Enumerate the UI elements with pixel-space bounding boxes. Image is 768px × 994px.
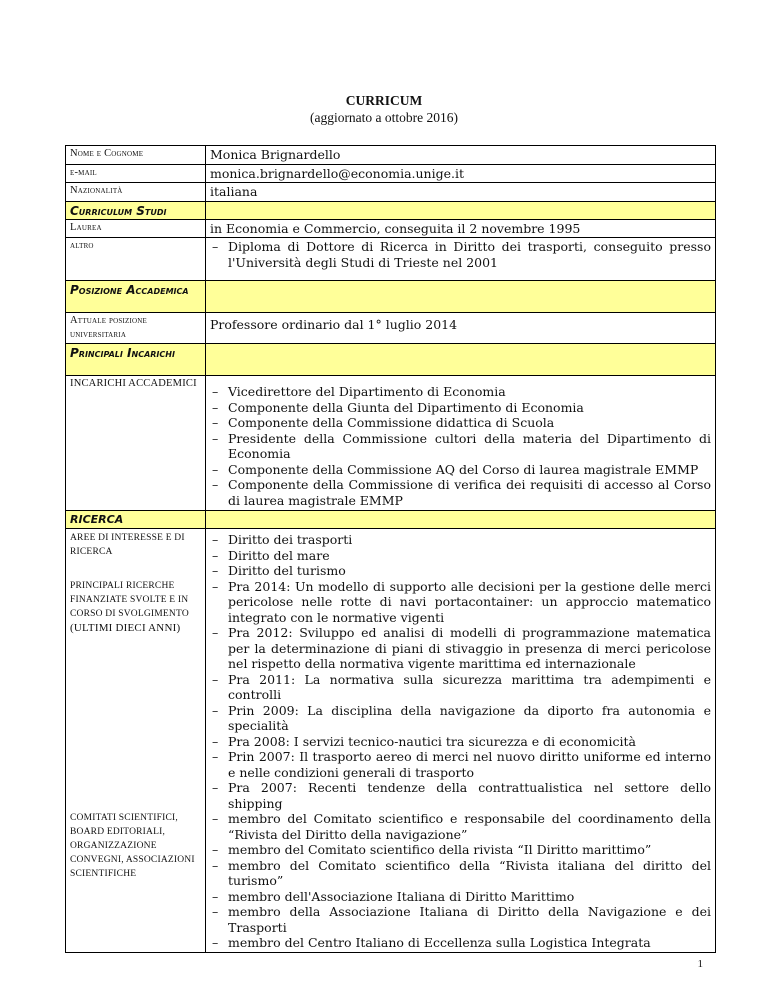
email-value[interactable]: monica.brignardello@economia.unige.it [206, 164, 716, 183]
list-item: – Componente della Commissione AQ del Corso di laurea magistrale EMMP [210, 462, 711, 478]
laurea-label: Laurea [66, 219, 206, 238]
list-item: – Componente della Giunta del Dipartimento di Economia [210, 400, 711, 416]
list-item: – membro del Centro Italiano di Eccellenza sulla Logistica Integrata [210, 935, 711, 951]
nationality-label: Nazionalità [66, 183, 206, 202]
section-roles-title: Principali Incarichi [66, 344, 206, 376]
row-altro [66, 238, 716, 281]
committees-label: COMITATI SCIENTIFICI, BOARD EDITORIALI, ORGANIZZAZIONE CONVEGNI, ASSOCIAZIONI SCIENTIFICHE [70, 813, 195, 879]
position-label-line1: Attuale posizione [70, 315, 147, 326]
row-email [66, 164, 716, 183]
document-title: CURRICUM [345, 93, 423, 108]
position-label [66, 313, 206, 344]
row-laurea [66, 219, 716, 238]
list-item: – Diritto del turismo [210, 563, 711, 579]
list-item: – Prin 2007: Il trasporto aereo di merci nel nuovo diritto uniforme ed interno e nelle condizioni generali di trasporto [210, 749, 711, 780]
altro-value [206, 238, 716, 281]
row-roles [66, 376, 716, 511]
email-label: e-mail [66, 164, 206, 183]
list-item: – Componente della Commissione didattica di Scuola [210, 415, 711, 431]
section-position-title: Posizione Accademica [66, 281, 206, 313]
list-item: – membro del Comitato scientifico della “Rivista italiana del diritto del turismo” [210, 858, 711, 889]
section-studies [66, 201, 716, 219]
list-item: – Diploma di Dottore di Ricerca in Diritto dei trasporti, conseguito presso l'Università degli Studi di Trieste nel 2001 [210, 239, 711, 270]
list-item: – Componente della Commissione di verifica dei requisiti di accesso al Corso di laurea magistrale EMMP [210, 477, 711, 508]
list-item: – Pra 2012: Sviluppo ed analisi di modelli di programmazione matematica per la determinazione di piani di stivaggio in presenza di merci pericolose nel rispetto della normativa vigente marittima ed internazionale [210, 625, 711, 672]
list-item: – Pra 2014: Un modello di supporto alle decisioni per la gestione delle merci pericolose nelle rotte di navi portacontainer: un approccio matematico integrato con le normative vigenti [210, 579, 711, 626]
areas-label: AREE DI INTERESSE E DI RICERCA [70, 533, 185, 557]
list-item: – Pra 2007: Recenti tendenze della contrattualistica nel settore dello shipping [210, 780, 711, 811]
section-research [66, 511, 716, 529]
list-item: – Pra 2011: La normativa sulla sicurezza marittima tra adempimenti e controlli [210, 672, 711, 703]
roles-label: INCARICHI ACCADEMICI [66, 376, 206, 511]
position-value: Professore ordinario dal 1° luglio 2014 [206, 313, 716, 344]
projects-label-block [70, 579, 203, 635]
name-value: Monica Brignardello [206, 146, 716, 165]
section-position-fill [206, 281, 716, 313]
row-research [66, 529, 716, 953]
list-item: – Vicedirettore del Dipartimento di Economia [210, 384, 711, 400]
section-studies-title: Curriculum Studi [66, 201, 206, 219]
roles-value [206, 376, 716, 511]
section-position [66, 281, 716, 313]
list-item: – Presidente della Commissione cultori della materia del Dipartimento di Economia [210, 431, 711, 462]
list-item: – Prin 2009: La disciplina della navigazione da diporto fra autonomia e specialità [210, 703, 711, 734]
list-item: – Diritto dei trasporti [210, 532, 711, 548]
document-subtitle: (aggiornato a ottobre 2016) [309, 110, 459, 125]
list-item: – membro della Associazione Italiana di Diritto della Navigazione e dei Trasporti [210, 904, 711, 935]
row-nationality [66, 183, 716, 202]
section-roles [66, 344, 716, 376]
cv-table [65, 145, 716, 953]
list-item: – membro dell'Associazione Italiana di Diritto Marittimo [210, 889, 711, 905]
projects-sublabel: (ULTIMI DIECI ANNI) [70, 622, 181, 634]
list-item: – Diritto del mare [210, 548, 711, 564]
section-research-fill [206, 511, 716, 529]
page-number: 1 [697, 958, 703, 970]
altro-label: altro [66, 238, 206, 281]
laurea-value: in Economia e Commercio, conseguita il 2 novembre 1995 [206, 219, 716, 238]
research-labels [66, 529, 206, 953]
position-label-line2: universitaria [70, 329, 127, 340]
section-research-title: RICERCA [66, 511, 206, 529]
list-item: – membro del Comitato scientifico della rivista “Il Diritto marittimo” [210, 842, 711, 858]
list-item: – Pra 2008: I servizi tecnico-nautici tra sicurezza e di economicità [210, 734, 711, 750]
research-value [206, 529, 716, 953]
name-label: Nome e Cognome [66, 146, 206, 165]
section-studies-fill [206, 201, 716, 219]
list-item: – membro del Comitato scientifico e responsabile del coordinamento della “Rivista del Diritto della navigazione” [210, 811, 711, 842]
projects-label: PRINCIPALI RICERCHE FINANZIATE SVOLTE E IN CORSO DI SVOLGIMENTO [70, 581, 189, 619]
row-name [66, 146, 716, 165]
row-position [66, 313, 716, 344]
nationality-value: italiana [206, 183, 716, 202]
section-roles-fill [206, 344, 716, 376]
